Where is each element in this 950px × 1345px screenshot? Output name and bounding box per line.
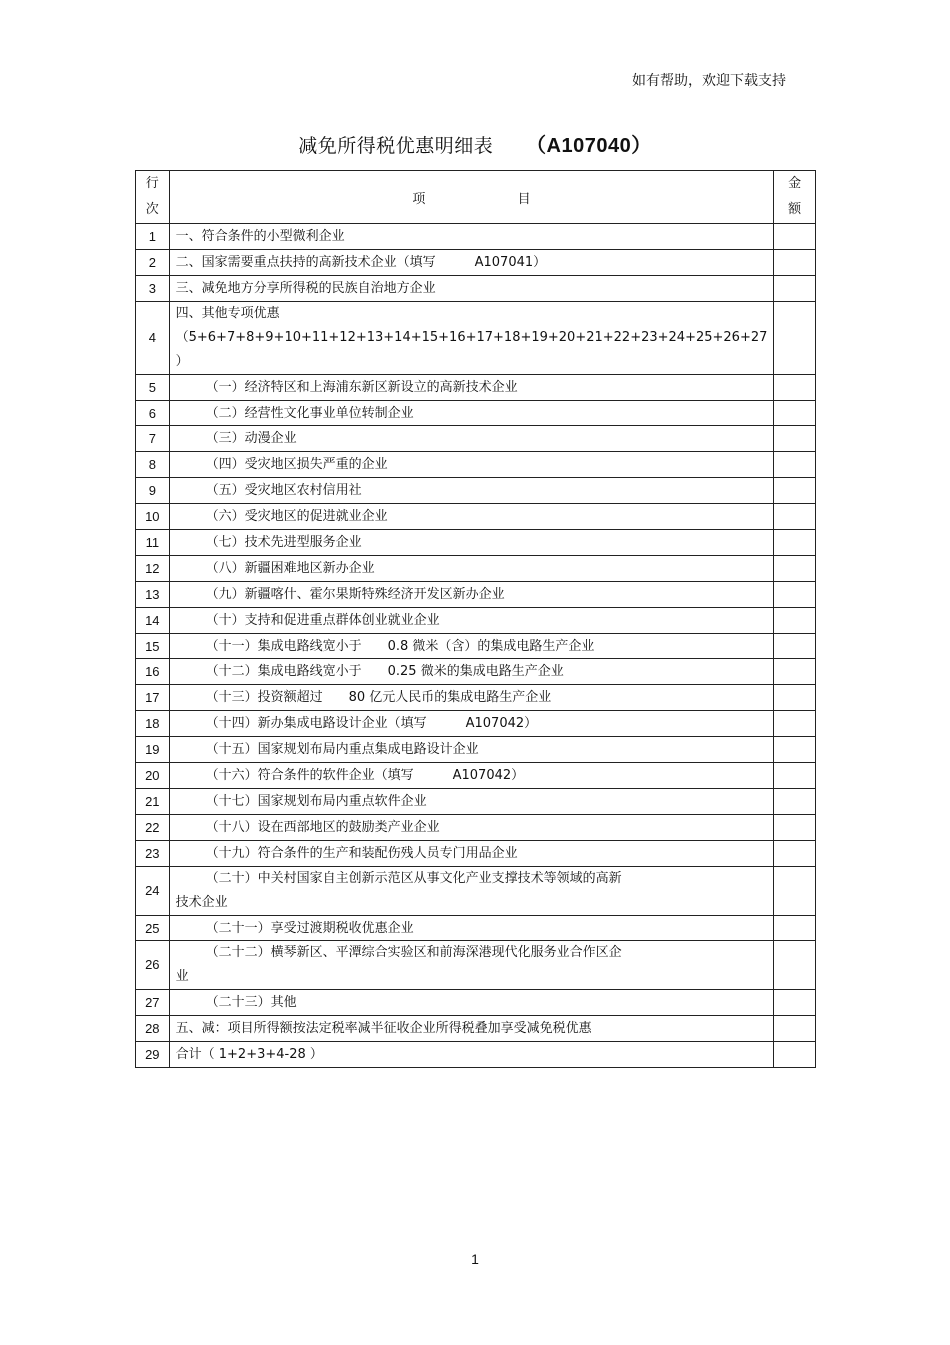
amount-cell[interactable]: [774, 374, 816, 400]
amount-cell[interactable]: [774, 530, 816, 556]
amount-cell[interactable]: [774, 685, 816, 711]
header-note: 如有帮助，欢迎下载支持: [632, 73, 786, 89]
row-number: 10: [136, 504, 170, 530]
amount-cell[interactable]: [774, 452, 816, 478]
page-number: 1: [471, 1251, 479, 1267]
row-item: （五）受灾地区农村信用社: [169, 478, 774, 504]
amount-cell[interactable]: [774, 607, 816, 633]
row-number: 26: [136, 941, 170, 990]
row-number: 23: [136, 840, 170, 866]
row-item: （七）技术先进型服务企业: [169, 530, 774, 556]
amount-cell[interactable]: [774, 249, 816, 275]
row-number: 17: [136, 685, 170, 711]
amount-cell[interactable]: [774, 788, 816, 814]
row-number: 8: [136, 452, 170, 478]
row-number: 14: [136, 607, 170, 633]
amount-cell[interactable]: [774, 224, 816, 250]
amount-cell[interactable]: [774, 478, 816, 504]
row-item: （十八）设在西部地区的鼓励类产业企业: [169, 814, 774, 840]
row-item: （十二）集成电路线宽小于 0.25 微米的集成电路生产企业: [169, 659, 774, 685]
row-number: 27: [136, 990, 170, 1016]
col-header-amount: 金 额: [774, 171, 816, 224]
row-item: （四）受灾地区损失严重的企业: [169, 452, 774, 478]
amount-cell[interactable]: [774, 990, 816, 1016]
amount-cell[interactable]: [774, 504, 816, 530]
col-header-item: 项 目: [169, 171, 774, 224]
amount-cell[interactable]: [774, 737, 816, 763]
row-number: 21: [136, 788, 170, 814]
row-number: 12: [136, 555, 170, 581]
row-item: 合计（ 1+2+3+4-28 ）: [169, 1042, 774, 1068]
document-title-text: 减免所得税优惠明细表: [298, 135, 494, 157]
row-item: （二十一）享受过渡期税收优惠企业: [169, 915, 774, 941]
row-item: （十五）国家规划布局内重点集成电路设计企业: [169, 737, 774, 763]
row-number: 19: [136, 737, 170, 763]
amount-cell[interactable]: [774, 941, 816, 990]
row-item: （二十）中关村国家自主创新示范区从事文化产业支撑技术等领域的高新 技术企业: [169, 866, 774, 915]
row-item: （十三）投资额超过 80 亿元人民币的集成电路生产企业: [169, 685, 774, 711]
row-number: 3: [136, 275, 170, 301]
amount-cell[interactable]: [774, 633, 816, 659]
row-item: （六）受灾地区的促进就业企业: [169, 504, 774, 530]
row-number: 22: [136, 814, 170, 840]
amount-cell[interactable]: [774, 1016, 816, 1042]
row-item: （二）经营性文化事业单位转制企业: [169, 400, 774, 426]
row-item: （三）动漫企业: [169, 426, 774, 452]
amount-cell[interactable]: [774, 814, 816, 840]
amount-cell[interactable]: [774, 840, 816, 866]
amount-cell[interactable]: [774, 763, 816, 789]
row-item: （十一）集成电路线宽小于 0.8 微米（含）的集成电路生产企业: [169, 633, 774, 659]
amount-cell[interactable]: [774, 711, 816, 737]
row-item: （十七）国家规划布局内重点软件企业: [169, 788, 774, 814]
amount-cell[interactable]: [774, 659, 816, 685]
row-number: 28: [136, 1016, 170, 1042]
amount-cell[interactable]: [774, 426, 816, 452]
row-number: 1: [136, 224, 170, 250]
row-item: 三、减免地方分享所得税的民族自治地方企业: [169, 275, 774, 301]
row-number: 15: [136, 633, 170, 659]
row-number: 7: [136, 426, 170, 452]
row-item: （九）新疆喀什、霍尔果斯特殊经济开发区新办企业: [169, 581, 774, 607]
table-header-row: [136, 171, 816, 224]
row-item: （八）新疆困难地区新办企业: [169, 555, 774, 581]
row-item: （二十三）其他: [169, 990, 774, 1016]
row-item: （十四）新办集成电路设计企业（填写 A107042）: [169, 711, 774, 737]
amount-cell[interactable]: [774, 301, 816, 374]
row-item: 五、减：项目所得额按法定税率减半征收企业所得税叠加享受减免税优惠: [169, 1016, 774, 1042]
row-number: 2: [136, 249, 170, 275]
amount-cell[interactable]: [774, 555, 816, 581]
row-number: 18: [136, 711, 170, 737]
tax-reduction-detail-table: [135, 170, 816, 1068]
row-number: 6: [136, 400, 170, 426]
row-number: 9: [136, 478, 170, 504]
row-number: 11: [136, 530, 170, 556]
row-number: 24: [136, 866, 170, 915]
row-number: 4: [136, 301, 170, 374]
row-item: （二十二）横琴新区、平潭综合实验区和前海深港现代化服务业合作区企 业: [169, 941, 774, 990]
row-item: （十六）符合条件的软件企业（填写 A107042）: [169, 763, 774, 789]
document-form-code: （A107040）: [526, 135, 652, 157]
row-number: 20: [136, 763, 170, 789]
amount-cell[interactable]: [774, 275, 816, 301]
amount-cell[interactable]: [774, 400, 816, 426]
document-title: [0, 129, 950, 158]
amount-cell[interactable]: [774, 866, 816, 915]
col-header-row-number: 行 次: [136, 171, 170, 224]
row-item: 四、其他专项优惠 （5+6+7+8+9+10+11+12+13+14+15+16+17+18+19+20+21+22+23+24+25+26+27 ）: [169, 301, 774, 374]
amount-cell[interactable]: [774, 581, 816, 607]
amount-cell[interactable]: [774, 1042, 816, 1068]
row-number: 5: [136, 374, 170, 400]
row-item: 二、国家需要重点扶持的高新技术企业（填写 A107041）: [169, 249, 774, 275]
amount-cell[interactable]: [774, 915, 816, 941]
row-item: （一）经济特区和上海浦东新区新设立的高新技术企业: [169, 374, 774, 400]
row-number: 29: [136, 1042, 170, 1068]
row-item: 一、符合条件的小型微利企业: [169, 224, 774, 250]
row-item: （十九）符合条件的生产和装配伤残人员专门用品企业: [169, 840, 774, 866]
row-item: （十）支持和促进重点群体创业就业企业: [169, 607, 774, 633]
row-number: 13: [136, 581, 170, 607]
row-number: 16: [136, 659, 170, 685]
row-number: 25: [136, 915, 170, 941]
